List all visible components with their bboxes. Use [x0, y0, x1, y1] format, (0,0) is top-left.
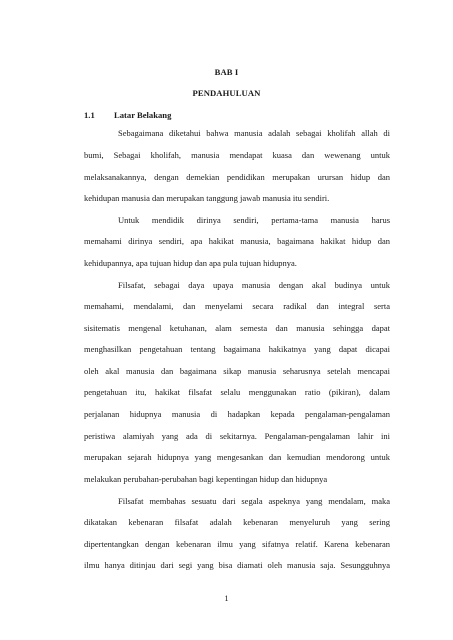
- paragraph-line: menghasilkan pengetahuan tentang bagaimana hakikatnya yang dapat dicapai: [84, 344, 390, 354]
- chapter-number: BAB I: [214, 67, 239, 77]
- section-title: Latar Belakang: [114, 110, 172, 120]
- paragraph-line: dikatakan kebenaran filsafat adalah kebenaran menyeluruh yang sering: [84, 517, 390, 527]
- paragraph-line: pengetahuan itu, hakikat filsafat selalu menggunakan ratio (pikiran), dalam: [84, 387, 390, 397]
- paragraph-line: perjalanan hidupnya manusia di hadapkan kepada pengalaman-pengalaman: [84, 409, 390, 419]
- paragraph-line: Filsafat membahas sesuatu dari segala aspeknya yang mendalam, maka: [118, 496, 390, 506]
- paragraph-line: bumi, Sebagai kholifah, manusia mendapat kuasa dan wewenang untuk: [84, 150, 390, 160]
- paragraph-line: melakukan perubahan-perubahan bagi kepentingan hidup dan hidupnya: [84, 474, 328, 484]
- paragraph-line: memahami, mendalami, dan menyelami secara radikal dan integral serta: [84, 301, 390, 311]
- paragraph-line: peristiwa alamiyah yang ada di sekitarnya. Pengalaman-pengalaman lahir ini: [84, 431, 390, 441]
- paragraph-line: Sebagaimana diketahui bahwa manusia adalah sebagai kholifah allah di: [118, 128, 390, 138]
- page-number: 1: [224, 593, 229, 603]
- paragraph-line: dipertentangkan dengan kebenaran ilmu yang sifatnya relatif. Karena kebenaran: [84, 539, 390, 549]
- section-heading: [84, 110, 171, 120]
- paragraph-line: melaksanakannya, dengan demekian pendidikan merupakan urursan hidup dan: [84, 172, 390, 182]
- section-number: 1.1: [84, 110, 95, 120]
- paragraph-line: memahami dirinya sendiri, apa hakikat manusia, bagaimana hakikat hidup dan: [84, 236, 390, 246]
- paragraph-line: Untuk mendidik dirinya sendiri, pertama-tama manusia harus: [118, 215, 390, 225]
- paragraph-line: kehidupannya, apa tujuan hidup dan apa pula tujuan hidupnya.: [84, 258, 297, 268]
- paragraph-line: ilmu hanya ditinjau dari segi yang bisa diamati oleh manusia saja. Sesungguhnya: [84, 560, 390, 570]
- paragraph-line: kehidupan manusia dan merupakan tanggung jawab manusia itu sendiri.: [84, 193, 330, 203]
- paragraph-line: oleh akal manusia dan bagaimana sikap manusia seharusnya setelah mencapai: [84, 366, 390, 376]
- paragraph-line: sisitematis mengenal ketuhanan, alam semesta dan manusia sehingga dapat: [84, 323, 390, 333]
- chapter-title: PENDAHULUAN: [192, 88, 261, 98]
- paragraph-line: Filsafat, sebagai daya upaya manusia dengan akal budinya untuk: [118, 280, 390, 290]
- paragraph-line: merupakan sejarah hidupnya yang mengesankan dan kemudian mendorong untuk: [84, 452, 390, 462]
